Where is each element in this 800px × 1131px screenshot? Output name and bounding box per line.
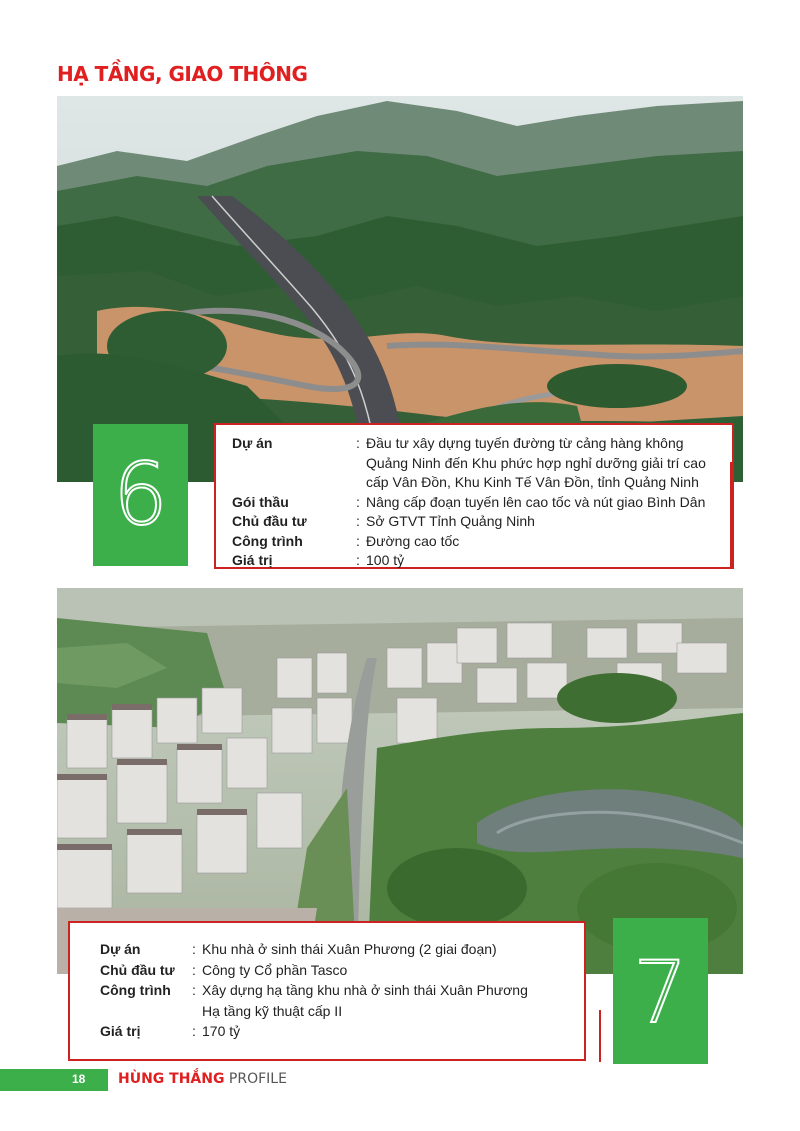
project-number: 6 [113, 445, 168, 545]
info-separator: : [356, 513, 360, 529]
info-separator: : [192, 941, 196, 957]
project-number-badge [613, 918, 708, 1064]
info-separator: : [192, 1023, 196, 1039]
project-info-card [214, 423, 734, 569]
info-separator: : [356, 532, 360, 549]
brand-suffix: PROFILE [224, 1071, 287, 1087]
info-value: 100 tỷ [366, 552, 405, 568]
info-label [100, 1002, 192, 1022]
info-row [232, 434, 722, 493]
section-title: HẠ TẦNG, GIAO THÔNG [57, 62, 308, 86]
project-number: 7 [633, 943, 688, 1043]
info-label: Gói thầu [232, 493, 289, 510]
accent-line [730, 462, 732, 568]
footer-brand [118, 1071, 287, 1087]
info-label: Giá trị [100, 1023, 141, 1039]
project-number-badge [93, 424, 188, 566]
info-label: Chủ đầu tư [100, 961, 175, 978]
info-value: Sở GTVT Tỉnh Quảng Ninh [366, 513, 535, 529]
residential-photo [57, 588, 743, 974]
info-separator: : [192, 961, 196, 978]
info-row [100, 1022, 574, 1042]
footer-page-tab [0, 1069, 108, 1091]
info-label: Dự án [232, 435, 273, 451]
accent-line [599, 1010, 601, 1062]
info-row [232, 512, 722, 532]
info-label: Công trình [100, 982, 171, 998]
brand-name: HÙNG THẮNG [118, 1071, 225, 1087]
info-separator: : [356, 493, 360, 510]
info-separator: : [356, 552, 360, 568]
info-separator: : [192, 982, 196, 998]
info-value: Khu nhà ở sinh thái Xuân Phương (2 giai đoạn) [202, 941, 497, 957]
info-value: Công ty Cổ phần Tasco [202, 961, 348, 978]
info-value: Đầu tư xây dựng tuyến đường từ cảng hàng không Quảng Ninh đến Khu phức hợp nghỉ dưỡng giải trí cao cấp Vân Đồn, Khu Kinh Tế Vân Đồn, tỉnh Quảng Ninh [366, 435, 706, 490]
info-separator [192, 1002, 202, 1022]
info-label: Chủ đầu tư [232, 513, 307, 529]
page-number: 18 [72, 1072, 86, 1086]
info-label: Giá trị [232, 552, 273, 568]
info-value: Nâng cấp đoạn tuyến lên cao tốc và nút giao Bình Dân [366, 493, 706, 510]
info-row [100, 940, 574, 960]
info-value: Xây dựng hạ tầng khu nhà ở sinh thái Xuân Phương [202, 982, 528, 998]
info-separator: : [356, 435, 360, 451]
info-label: Dự án [100, 941, 141, 957]
info-value: Hạ tầng kỹ thuật cấp II [202, 1002, 343, 1019]
info-row [232, 532, 722, 552]
info-label: Công trình [232, 532, 303, 549]
info-row [232, 493, 722, 513]
info-row [100, 1002, 574, 1022]
info-row [232, 551, 722, 571]
info-value: Đường cao tốc [366, 532, 460, 549]
info-row [100, 961, 574, 981]
info-value: 170 tỷ [202, 1023, 241, 1039]
info-row [100, 981, 574, 1001]
project-info-card [68, 921, 586, 1061]
